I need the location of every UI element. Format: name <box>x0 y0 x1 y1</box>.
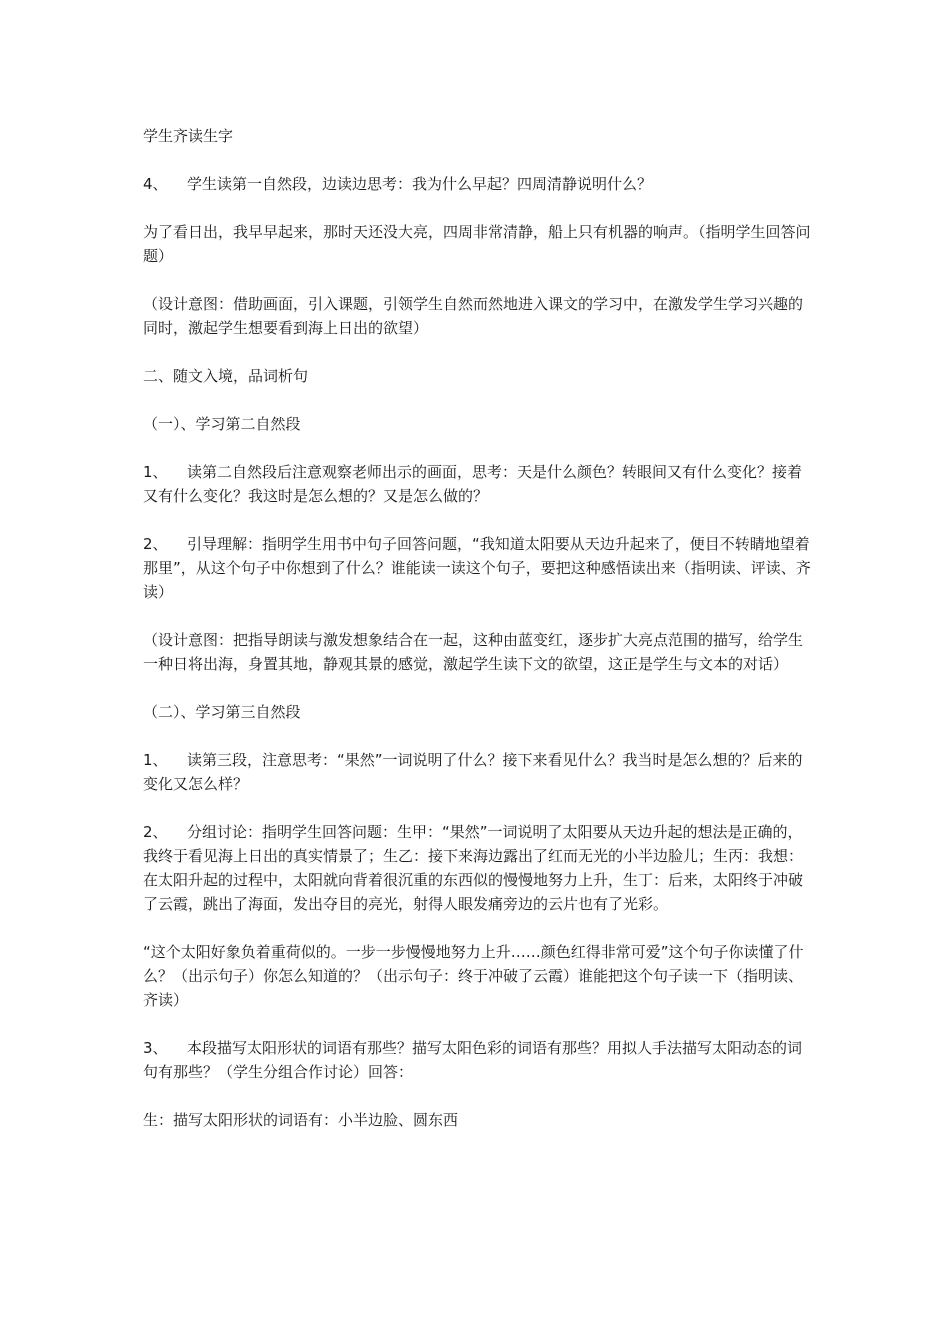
paragraph <box>143 172 811 196</box>
item-number: 1、 <box>143 463 168 481</box>
paragraph <box>143 220 811 268</box>
paragraph-text: （设计意图：借助画面，引入课题，引领学生自然而然地进入课文的学习中，在激发学生学习兴趣的同时，激起学生想要看到海上日出的欲望） <box>143 295 804 337</box>
subsection-heading <box>143 700 811 724</box>
paragraph-text: 学生读第一自然段，边读边思考：我为什么早起？四周清静说明什么？ <box>187 175 653 193</box>
paragraph-text: 二、随文入境，品词析句 <box>143 367 309 385</box>
paragraph <box>143 124 811 148</box>
paragraph-text: “这个太阳好象负着重荷似的。一步一步慢慢地努力上升……颜色红得非常可爱”这个句子你读懂了什么？（出示句子）你怎么知道的？（出示句子：终于冲破了云霞）谁能把这个句子读一下（指明读、齐读） <box>143 943 804 1009</box>
paragraph <box>143 748 811 796</box>
paragraph-text: （二）、学习第三自然段 <box>143 703 301 721</box>
paragraph <box>143 940 811 1012</box>
paragraph-text: 本段描写太阳形状的词语有那些？描写太阳色彩的词语有那些？用拟人手法描写太阳动态的词句有那些？（学生分组合作讨论）回答： <box>143 1039 803 1081</box>
paragraph-text: 引导理解：指明学生用书中句子回答问题，“我知道太阳要从天边升起来了，便目不转睛地望着那里”，从这个句子中你想到了什么？谁能读一读这个句子，要把这种感悟读出来（指明读、评读、齐读） <box>143 535 811 601</box>
paragraph <box>143 532 811 604</box>
item-number: 3、 <box>143 1039 168 1057</box>
paragraph-text: 生：描写太阳形状的词语有：小半边脸、圆东西 <box>143 1111 459 1129</box>
item-number: 2、 <box>143 535 168 553</box>
paragraph-text: （设计意图：把指导朗读与激发想象结合在一起，这种由蓝变红，逐步扩大亮点范围的描写，给学生一种日将出海，身置其地，静观其景的感觉，激起学生读下文的欲望，这正是学生与文本的对话） <box>143 631 804 673</box>
item-number: 1、 <box>143 751 168 769</box>
paragraph <box>143 460 811 508</box>
item-number: 4、 <box>143 175 168 193</box>
paragraph-text: 为了看日出，我早早起来，那时天还没大亮，四周非常清静，船上只有机器的响声。（指明学生回答问题） <box>143 223 811 265</box>
document-body <box>143 124 811 1156</box>
item-number: 2、 <box>143 823 168 841</box>
paragraph <box>143 628 811 676</box>
paragraph-text: 学生齐读生字 <box>143 127 234 145</box>
paragraph-text: 读第三段，注意思考：“果然”一词说明了什么？接下来看见什么？我当时是怎么想的？后来的变化又怎么样？ <box>143 751 803 793</box>
paragraph <box>143 1036 811 1084</box>
subsection-heading <box>143 412 811 436</box>
section-heading <box>143 364 811 388</box>
paragraph <box>143 292 811 340</box>
paragraph-text: 分组讨论：指明学生回答问题：生甲：“果然”一词说明了太阳要从天边升起的想法是正确的，我终于看见海上日出的真实情景了；生乙：接下来海边露出了红而无光的小半边脸儿；生丙：我想：在太阳升起的过程中，太阳就向背着很沉重的东西似的慢慢地努力上升，生丁：后来，太阳终于冲破了云霞，跳出了海面，发出夺目的亮光，射得人眼发痛旁边的云片也有了光彩。 <box>143 823 804 913</box>
paragraph-text: 读第二自然段后注意观察老师出示的画面，思考：天是什么颜色？转眼间又有什么变化？接着又有什么变化？我这时是怎么想的？又是怎么做的？ <box>143 463 803 505</box>
paragraph-text: （一）、学习第二自然段 <box>143 415 301 433</box>
paragraph <box>143 1108 811 1132</box>
paragraph <box>143 820 811 916</box>
